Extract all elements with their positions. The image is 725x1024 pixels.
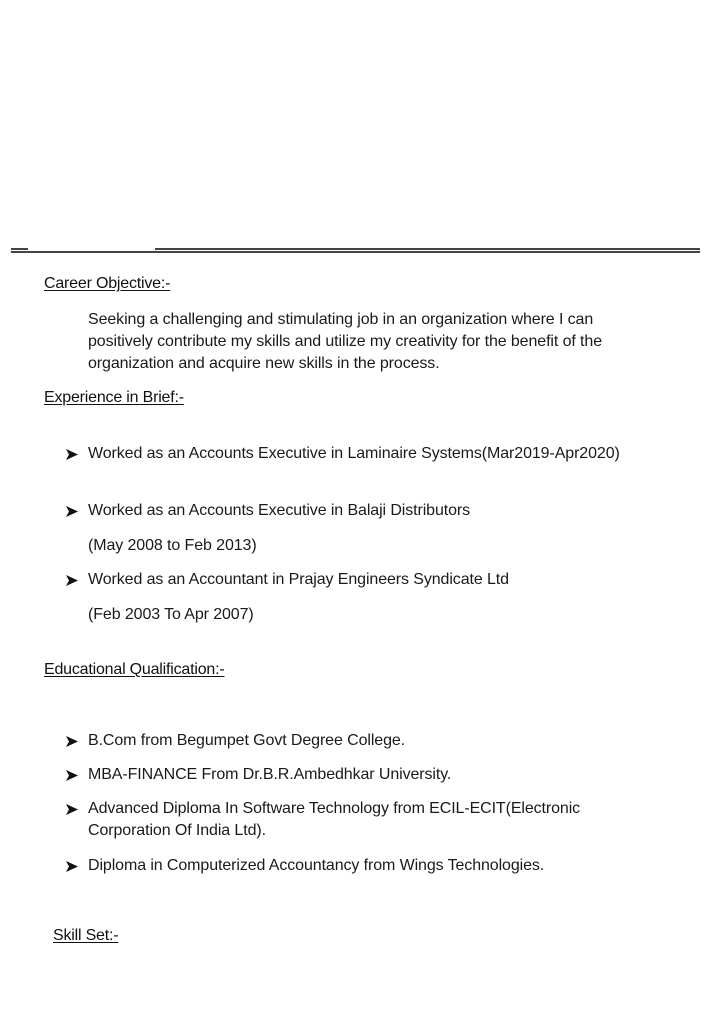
education-item-text: Advanced Diploma In Software Technology from ECIL-ECIT(Electronic Corporation Of India Ltd). [88,800,581,839]
experience-item-text: Worked as an Accounts Executive in Balaji Distributors [88,502,471,519]
career-objective-heading: Career Objective:- [44,275,171,292]
experience-item-text: Worked as an Accountant in Prajay Engineers Syndicate Ltd [88,571,509,588]
experience-item-dates: (Feb 2003 To Apr 2007) [88,606,254,623]
education-item-text: MBA-FINANCE From Dr.B.R.Ambedhkar University. [88,766,452,783]
arrowhead-bullet-icon [66,798,88,842]
education-heading: Educational Qualification:- [44,661,225,678]
arrowhead-bullet-icon [66,730,88,752]
header-rule-top-right [155,248,700,250]
arrowhead-bullet-icon [66,855,88,877]
education-item-text: B.Com from Begumpet Govt Degree College. [88,732,406,749]
experience-item-text: Worked as an Accounts Executive in Laminaire Systems(Mar2019-Apr2020) [88,445,620,462]
experience-item [66,569,646,591]
education-item [66,798,626,842]
experience-item [66,443,646,465]
skill-set-heading: Skill Set:- [53,927,119,944]
experience-heading: Experience in Brief:- [44,389,184,406]
arrowhead-bullet-icon [66,569,88,591]
education-item [66,730,646,752]
experience-item [66,500,646,522]
header-rule-bottom [11,251,700,253]
education-item [66,764,646,786]
arrowhead-bullet-icon [66,764,88,786]
education-item-text: Diploma in Computerized Accountancy from Wings Technologies. [88,857,545,874]
education-item [66,855,646,877]
arrowhead-bullet-icon [66,443,88,465]
arrowhead-bullet-icon [66,500,88,522]
experience-item-dates: (May 2008 to Feb 2013) [88,537,257,554]
career-objective-text: Seeking a challenging and stimulating job in an organization where I can positively contribute my skills and utilize my creativity for the benefit of the organization and acquire new skills in the process. [88,311,603,372]
header-rule-top-left [11,248,28,250]
